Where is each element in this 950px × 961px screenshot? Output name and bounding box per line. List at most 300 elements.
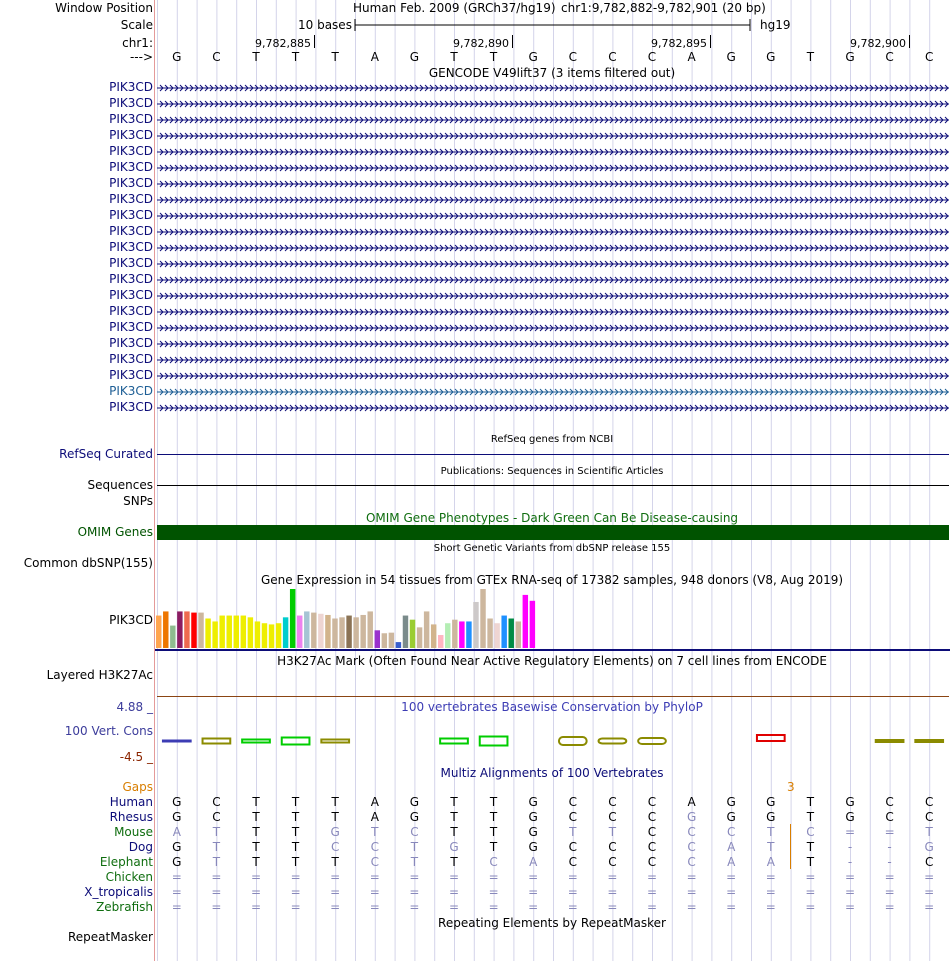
gtex-tissue-bar[interactable] bbox=[276, 623, 281, 648]
alignment-base: T bbox=[450, 855, 458, 869]
alignment-base: = bbox=[844, 885, 856, 899]
gtex-tissue-bar[interactable] bbox=[403, 616, 408, 648]
gencode-item-label[interactable]: PIK3CD bbox=[109, 256, 153, 270]
gencode-item-label[interactable]: PIK3CD bbox=[109, 288, 153, 302]
gencode-item-label[interactable]: PIK3CD bbox=[109, 112, 153, 126]
reference-base: G bbox=[528, 50, 538, 64]
label-common-dbsnp[interactable]: Common dbSNP(155) bbox=[23, 556, 153, 570]
gtex-tissue-bar[interactable] bbox=[346, 616, 351, 648]
gtex-tissue-bar[interactable] bbox=[480, 589, 485, 648]
reference-base: A bbox=[687, 50, 696, 64]
alignment-base: A bbox=[370, 795, 379, 809]
gencode-item-label[interactable]: PIK3CD bbox=[109, 272, 153, 286]
alignment-base: = bbox=[726, 900, 737, 914]
gencode-transcript-line[interactable] bbox=[157, 369, 949, 383]
gtex-tissue-bar[interactable] bbox=[177, 611, 182, 648]
alignment-base: G bbox=[172, 810, 182, 824]
gtex-tissue-bar[interactable] bbox=[198, 613, 203, 648]
alignment-base: T bbox=[410, 855, 419, 869]
gtex-tissue-bar[interactable] bbox=[473, 602, 478, 648]
alignment-base: T bbox=[410, 840, 419, 854]
refseq-track-title[interactable]: RefSeq genes from NCBI bbox=[490, 434, 614, 445]
alignment-base: G bbox=[172, 795, 182, 809]
alignment-base: A bbox=[766, 855, 775, 869]
gtex-tissue-bar[interactable] bbox=[205, 619, 210, 649]
label-sequences[interactable]: Sequences bbox=[87, 478, 153, 492]
gtex-tissue-bar[interactable] bbox=[255, 621, 260, 648]
gtex-tissue-bar[interactable] bbox=[410, 620, 415, 648]
phylop-base-mark bbox=[559, 737, 587, 745]
gencode-item-label[interactable]: PIK3CD bbox=[109, 160, 153, 174]
alignment-base: = bbox=[211, 900, 222, 914]
phylop-base-mark bbox=[321, 740, 349, 743]
alignment-base: C bbox=[410, 825, 419, 839]
gencode-transcript-line[interactable] bbox=[157, 193, 949, 207]
gtex-tissue-bar[interactable] bbox=[353, 617, 358, 648]
gencode-item-label[interactable]: PIK3CD bbox=[109, 368, 153, 382]
gencode-transcript-line[interactable] bbox=[157, 177, 949, 191]
alignment-base: C bbox=[924, 855, 934, 869]
gtex-tissue-bar[interactable] bbox=[184, 611, 189, 648]
phylop-base-mark bbox=[242, 740, 270, 743]
alignment-base: T bbox=[291, 795, 300, 809]
gtex-tissue-bar[interactable] bbox=[163, 611, 168, 648]
gtex-tissue-bar[interactable] bbox=[389, 633, 394, 648]
omim-phenotype-bar[interactable] bbox=[157, 525, 949, 540]
alignment-base: C bbox=[687, 840, 696, 854]
alignment-base: = bbox=[250, 885, 262, 899]
gtex-tissue-bar[interactable] bbox=[459, 621, 464, 648]
species-label[interactable]: Chicken bbox=[105, 870, 153, 884]
gtex-tissue-bar[interactable] bbox=[487, 619, 492, 649]
gencode-transcript-line[interactable] bbox=[157, 257, 949, 271]
alignment-base: C bbox=[608, 840, 617, 854]
gencode-transcript-line[interactable] bbox=[157, 321, 949, 335]
species-label[interactable]: Elephant bbox=[99, 855, 153, 869]
alignment-base: C bbox=[924, 810, 934, 824]
alignment-base: C bbox=[489, 855, 498, 869]
phylop-base-mark bbox=[915, 740, 943, 742]
gencode-item-label[interactable]: PIK3CD bbox=[109, 320, 153, 334]
alignment-base: = bbox=[686, 900, 697, 914]
alignment-base: G bbox=[766, 795, 776, 809]
alignment-base: C bbox=[608, 795, 617, 809]
reference-base: T bbox=[450, 50, 458, 64]
gtex-tissue-bar[interactable] bbox=[304, 611, 309, 648]
species-label[interactable]: X_tropicalis bbox=[84, 885, 153, 899]
alignment-base: G bbox=[172, 840, 182, 854]
reference-base: T bbox=[291, 50, 300, 64]
alignment-base: = bbox=[805, 870, 816, 884]
gtex-tissue-bar[interactable] bbox=[431, 624, 436, 648]
gtex-tissue-bar[interactable] bbox=[283, 617, 288, 648]
phylop-track-title[interactable]: 100 vertebrates Basewise Conservation by PhyloP bbox=[401, 700, 703, 714]
refseq-gene-line[interactable] bbox=[157, 454, 949, 455]
gtex-tissue-bar[interactable] bbox=[219, 616, 224, 648]
alignment-base: = bbox=[448, 885, 460, 899]
gtex-tissue-bar[interactable] bbox=[297, 616, 302, 648]
alignment-base: = bbox=[805, 900, 816, 914]
alignment-base: = bbox=[607, 885, 618, 899]
gtex-track-title[interactable]: Gene Expression in 54 tissues from GTEx RNA-seq of 17382 samples, 948 donors (V8, Aug 2019) bbox=[260, 573, 844, 587]
alignment-base: = bbox=[726, 870, 737, 884]
gencode-item-label[interactable]: PIK3CD bbox=[109, 384, 153, 398]
gencode-transcript-line[interactable] bbox=[157, 337, 949, 351]
gtex-tissue-bar[interactable] bbox=[452, 620, 457, 648]
gtex-tissue-bar[interactable] bbox=[466, 621, 471, 648]
gencode-item-label[interactable]: PIK3CD bbox=[109, 304, 153, 318]
gencode-item-label[interactable]: PIK3CD bbox=[109, 144, 153, 158]
alignment-base: C bbox=[608, 810, 617, 824]
alignment-base: T bbox=[806, 795, 815, 809]
label-gtex-gene[interactable]: PIK3CD bbox=[109, 613, 153, 627]
species-label[interactable]: Dog bbox=[128, 840, 153, 854]
repeatmasker-track-title[interactable]: Repeating Elements by RepeatMasker bbox=[438, 916, 666, 930]
gtex-tissue-bar[interactable] bbox=[339, 617, 344, 648]
alignment-base: = bbox=[607, 900, 618, 914]
alignment-base: = bbox=[686, 870, 697, 884]
alignment-base: T bbox=[331, 810, 339, 824]
alignment-base: T bbox=[767, 825, 775, 839]
gencode-transcript-line[interactable] bbox=[157, 241, 949, 255]
multiz-track-title[interactable]: Multiz Alignments of 100 Vertebrates bbox=[440, 766, 664, 780]
reference-base: G bbox=[172, 50, 182, 64]
gtex-tissue-bar[interactable] bbox=[360, 615, 365, 648]
alignment-base: T bbox=[291, 855, 300, 869]
alignment-base: A bbox=[727, 840, 736, 854]
gtex-tissue-bar[interactable] bbox=[170, 626, 175, 648]
label-omim-genes[interactable]: OMIM Genes bbox=[77, 525, 153, 539]
alignment-base: C bbox=[647, 825, 657, 839]
reference-base: G bbox=[766, 50, 776, 64]
alignment-base: = bbox=[646, 870, 658, 884]
phylop-base-mark bbox=[282, 738, 310, 745]
gencode-transcript-line[interactable] bbox=[157, 81, 949, 95]
alignment-base: = bbox=[290, 900, 301, 914]
gtex-tissue-bar[interactable] bbox=[241, 616, 246, 648]
gtex-expression-chart[interactable] bbox=[155, 588, 950, 652]
gencode-transcript-line[interactable] bbox=[157, 305, 949, 319]
phylop-base-mark bbox=[163, 741, 191, 742]
gtex-tissue-bar[interactable] bbox=[382, 633, 387, 648]
alignment-base: G bbox=[172, 855, 182, 869]
gtex-tissue-bar[interactable] bbox=[191, 613, 196, 648]
gencode-item-label[interactable]: PIK3CD bbox=[109, 224, 153, 238]
alignment-base: = bbox=[567, 870, 578, 884]
gtex-tissue-bar[interactable] bbox=[325, 615, 330, 648]
label-window-position[interactable]: Window Position bbox=[55, 1, 153, 15]
alignment-base: T bbox=[569, 825, 577, 839]
alignment-base: = bbox=[924, 900, 935, 914]
alignment-base: G bbox=[686, 810, 697, 824]
reference-base: C bbox=[608, 50, 617, 64]
alignment-base: G bbox=[528, 810, 538, 824]
phylop-base-mark bbox=[203, 739, 231, 744]
label-refseq-curated[interactable]: RefSeq Curated bbox=[59, 447, 153, 461]
gaps-count: 3 bbox=[787, 780, 795, 794]
alignment-base: A bbox=[529, 855, 538, 869]
gencode-transcript-line[interactable] bbox=[157, 273, 949, 287]
alignment-base: = bbox=[884, 885, 895, 899]
alignment-base: C bbox=[568, 795, 577, 809]
label-repeatmasker[interactable]: RepeatMasker bbox=[67, 930, 153, 944]
gtex-tissue-bar[interactable] bbox=[212, 621, 217, 648]
reference-base: T bbox=[806, 50, 815, 64]
alignment-base: C bbox=[647, 840, 657, 854]
gtex-tissue-bar[interactable] bbox=[269, 624, 274, 648]
alignment-base: = bbox=[488, 870, 499, 884]
alignment-base: = bbox=[250, 900, 262, 914]
alignment-base: A bbox=[370, 810, 379, 824]
alignment-base: C bbox=[608, 855, 617, 869]
species-label[interactable]: Zebrafish bbox=[96, 900, 153, 914]
alignment-base: T bbox=[925, 825, 933, 839]
gencode-item-label[interactable]: PIK3CD bbox=[109, 176, 153, 190]
gencode-transcript-line[interactable] bbox=[157, 385, 949, 399]
label-100-vert-cons[interactable]: 100 Vert. Cons bbox=[64, 724, 153, 738]
gtex-tissue-bar[interactable] bbox=[368, 611, 373, 648]
alignment-base: = bbox=[409, 870, 420, 884]
ruler-tick-label: 9,782,895 bbox=[651, 37, 707, 50]
alignment-base: = bbox=[211, 870, 222, 884]
alignment-base: = bbox=[330, 885, 341, 899]
gencode-item-label[interactable]: PIK3CD bbox=[109, 96, 153, 110]
alignment-base: = bbox=[409, 885, 420, 899]
gencode-item-label[interactable]: PIK3CD bbox=[109, 240, 153, 254]
gencode-item-label[interactable]: PIK3CD bbox=[109, 352, 153, 366]
alignment-base: = bbox=[567, 885, 578, 899]
omim-track-title[interactable]: OMIM Gene Phenotypes - Dark Green Can Be Disease-causing bbox=[365, 511, 739, 525]
gtex-tissue-bar[interactable] bbox=[234, 616, 239, 648]
alignment-base: = bbox=[844, 900, 856, 914]
gtex-tissue-bar[interactable] bbox=[332, 619, 337, 649]
alignment-base: T bbox=[450, 810, 458, 824]
label-strand[interactable]: ---> bbox=[129, 50, 153, 64]
label-gaps[interactable]: Gaps bbox=[122, 780, 153, 794]
gtex-tissue-bar[interactable] bbox=[156, 616, 161, 648]
alignment-base: A bbox=[727, 855, 736, 869]
alignment-base: = bbox=[765, 870, 776, 884]
h3k27ac-baseline bbox=[157, 696, 949, 697]
alignment-base: = bbox=[369, 870, 380, 884]
gencode-transcript-line[interactable] bbox=[157, 129, 949, 143]
alignment-base: G bbox=[528, 825, 538, 839]
alignment-base: C bbox=[924, 795, 934, 809]
gencode-transcript-line[interactable] bbox=[157, 97, 949, 111]
gencode-transcript-line[interactable] bbox=[157, 113, 949, 127]
alignment-base: G bbox=[726, 810, 736, 824]
alignment-base: = bbox=[330, 900, 341, 914]
gencode-transcript-line[interactable] bbox=[157, 209, 949, 223]
alignment-base: T bbox=[489, 795, 498, 809]
reference-base: A bbox=[370, 50, 379, 64]
gtex-tissue-bar[interactable] bbox=[318, 614, 323, 648]
alignment-base: = bbox=[884, 900, 895, 914]
gencode-transcript-line[interactable] bbox=[157, 145, 949, 159]
assembly-name: Human Feb. 2009 (GRCh37/hg19) bbox=[353, 1, 556, 15]
alignment-base: = bbox=[171, 870, 182, 884]
gtex-tissue-bar[interactable] bbox=[290, 589, 295, 648]
alignment-base: T bbox=[767, 840, 775, 854]
alignment-base: G bbox=[330, 825, 340, 839]
reference-base: G bbox=[409, 50, 420, 64]
alignment-base: T bbox=[252, 825, 260, 839]
alignment-base: C bbox=[212, 810, 221, 824]
alignment-base: = bbox=[409, 900, 420, 914]
gtex-tissue-bar[interactable] bbox=[262, 623, 267, 648]
alignment-base: = bbox=[171, 900, 182, 914]
phylop-base-mark bbox=[876, 740, 904, 742]
gtex-tissue-bar[interactable] bbox=[396, 642, 401, 648]
gtex-tissue-bar[interactable] bbox=[523, 595, 528, 648]
gtex-tissue-bar[interactable] bbox=[417, 627, 422, 648]
phylop-base-mark bbox=[599, 739, 627, 744]
alignment-base: G bbox=[766, 810, 776, 824]
ruler-tick-label: 9,782,885 bbox=[255, 37, 311, 50]
alignment-base: = bbox=[726, 885, 737, 899]
gtex-tissue-bar[interactable] bbox=[375, 630, 380, 648]
gencode-track-title[interactable]: GENCODE V49lift37 (3 items filtered out) bbox=[428, 66, 676, 80]
alignment-base: = bbox=[448, 870, 460, 884]
position-text: chr1:9,782,882-9,782,901 (20 bp) bbox=[561, 1, 766, 15]
alignment-base: T bbox=[450, 795, 458, 809]
reference-base: C bbox=[568, 50, 577, 64]
gtex-tissue-bar[interactable] bbox=[509, 619, 514, 649]
gtex-tissue-bar[interactable] bbox=[494, 623, 499, 648]
gtex-tissue-bar[interactable] bbox=[438, 635, 443, 648]
alignment-base: C bbox=[806, 825, 815, 839]
gencode-item-label[interactable]: PIK3CD bbox=[109, 336, 153, 350]
alignment-base: T bbox=[291, 825, 300, 839]
gtex-tissue-bar[interactable] bbox=[227, 616, 232, 648]
alignment-base: = bbox=[528, 900, 539, 914]
alignment-base: T bbox=[450, 825, 458, 839]
alignment-base: T bbox=[806, 810, 815, 824]
gtex-tissue-bar[interactable] bbox=[445, 623, 450, 648]
alignment-base: = bbox=[330, 870, 341, 884]
alignment-base: C bbox=[212, 795, 221, 809]
alignment-base: = bbox=[884, 870, 895, 884]
gencode-transcript-line[interactable] bbox=[157, 401, 949, 415]
gtex-tissue-bar[interactable] bbox=[311, 613, 316, 648]
gtex-tissue-bar[interactable] bbox=[501, 616, 506, 648]
gtex-tissue-bar[interactable] bbox=[248, 617, 253, 648]
alignment-base: G bbox=[845, 810, 855, 824]
species-label[interactable]: Mouse bbox=[114, 825, 153, 839]
species-label[interactable]: Rhesus bbox=[109, 810, 153, 824]
alignment-base: T bbox=[608, 825, 617, 839]
gencode-item-label[interactable]: PIK3CD bbox=[109, 192, 153, 206]
reference-base: T bbox=[331, 50, 339, 64]
reference-base: T bbox=[489, 50, 498, 64]
gencode-item-label[interactable]: PIK3CD bbox=[109, 400, 153, 414]
phylop-logo[interactable] bbox=[157, 730, 949, 754]
alignment-base: T bbox=[212, 840, 221, 854]
alignment-base: - bbox=[847, 855, 853, 869]
alignment-base: = bbox=[528, 885, 539, 899]
gtex-tissue-bar[interactable] bbox=[516, 621, 521, 648]
gencode-transcript-line[interactable] bbox=[157, 161, 949, 175]
gtex-tissue-bar[interactable] bbox=[530, 601, 535, 648]
alignment-base: = bbox=[369, 885, 380, 899]
alignment-base: C bbox=[647, 795, 657, 809]
label-chromosome[interactable]: chr1: bbox=[122, 36, 153, 50]
alignment-base: = bbox=[171, 885, 182, 899]
alignment-base: = bbox=[686, 885, 697, 899]
publications-track-title[interactable]: Publications: Sequences in Scientific Articles bbox=[440, 466, 664, 477]
alignment-base: C bbox=[568, 810, 577, 824]
alignment-base: T bbox=[371, 825, 379, 839]
gencode-transcript-line[interactable] bbox=[157, 289, 949, 303]
ruler-tick-label: 9,782,890 bbox=[453, 37, 509, 50]
label-scale[interactable]: Scale bbox=[120, 18, 153, 32]
alignment-base: = bbox=[488, 885, 499, 899]
label-snps[interactable]: SNPs bbox=[123, 494, 153, 508]
alignment-base: = bbox=[369, 900, 380, 914]
alignment-base: G bbox=[449, 840, 459, 854]
gencode-transcript-line[interactable] bbox=[157, 353, 949, 367]
alignment-base: C bbox=[687, 825, 696, 839]
alignment-base: - bbox=[887, 855, 892, 869]
alignment-base: = bbox=[488, 900, 499, 914]
alignment-base: C bbox=[647, 855, 657, 869]
alignment-base: G bbox=[409, 795, 420, 809]
alignment-base: - bbox=[847, 840, 853, 854]
alignment-base: = bbox=[646, 885, 658, 899]
scale-bar bbox=[354, 17, 754, 33]
publications-line[interactable] bbox=[157, 485, 949, 486]
alignment-base: C bbox=[568, 840, 577, 854]
alignment-base: G bbox=[845, 795, 855, 809]
phylop-base-mark bbox=[638, 738, 666, 744]
alignment-base: - bbox=[887, 840, 892, 854]
alignment-base: T bbox=[806, 855, 815, 869]
h3k27ac-track-title[interactable]: H3K27Ac Mark (Often Found Near Active Regulatory Elements) on 7 cell lines from ENCODE bbox=[277, 654, 827, 668]
alignment-base: = bbox=[765, 900, 776, 914]
alignment-base: C bbox=[687, 855, 696, 869]
alignment-base: = bbox=[765, 885, 776, 899]
reference-base: C bbox=[885, 50, 894, 64]
alignment-base: C bbox=[568, 855, 577, 869]
alignment-base: G bbox=[726, 795, 736, 809]
phylop-base-mark bbox=[757, 735, 785, 741]
gencode-item-label[interactable]: PIK3CD bbox=[109, 80, 153, 94]
gencode-item-label[interactable]: PIK3CD bbox=[109, 128, 153, 142]
alignment-base: = bbox=[250, 870, 262, 884]
alignment-base: C bbox=[370, 855, 379, 869]
label-layered-h3k27ac[interactable]: Layered H3K27Ac bbox=[46, 668, 153, 682]
gtex-tissue-bar[interactable] bbox=[424, 611, 429, 648]
alignment-base: T bbox=[252, 840, 260, 854]
alignment-base: T bbox=[212, 825, 221, 839]
alignment-base: T bbox=[291, 810, 300, 824]
reference-base: C bbox=[647, 50, 657, 64]
alignment-base: A bbox=[172, 825, 181, 839]
alignment-base: T bbox=[489, 840, 498, 854]
gencode-item-label[interactable]: PIK3CD bbox=[109, 208, 153, 222]
alignment-base: = bbox=[646, 900, 658, 914]
insertion-marker bbox=[790, 824, 791, 869]
alignment-base: T bbox=[489, 810, 498, 824]
dbsnp-track-title[interactable]: Short Genetic Variants from dbSNP release 155 bbox=[433, 543, 671, 554]
alignment-base: = bbox=[844, 870, 856, 884]
gencode-transcript-line[interactable] bbox=[157, 225, 949, 239]
alignment-base: T bbox=[212, 855, 221, 869]
db-name: hg19 bbox=[760, 18, 791, 32]
alignment-base: = bbox=[290, 885, 301, 899]
alignment-base: T bbox=[806, 840, 815, 854]
species-label[interactable]: Human bbox=[109, 795, 153, 809]
